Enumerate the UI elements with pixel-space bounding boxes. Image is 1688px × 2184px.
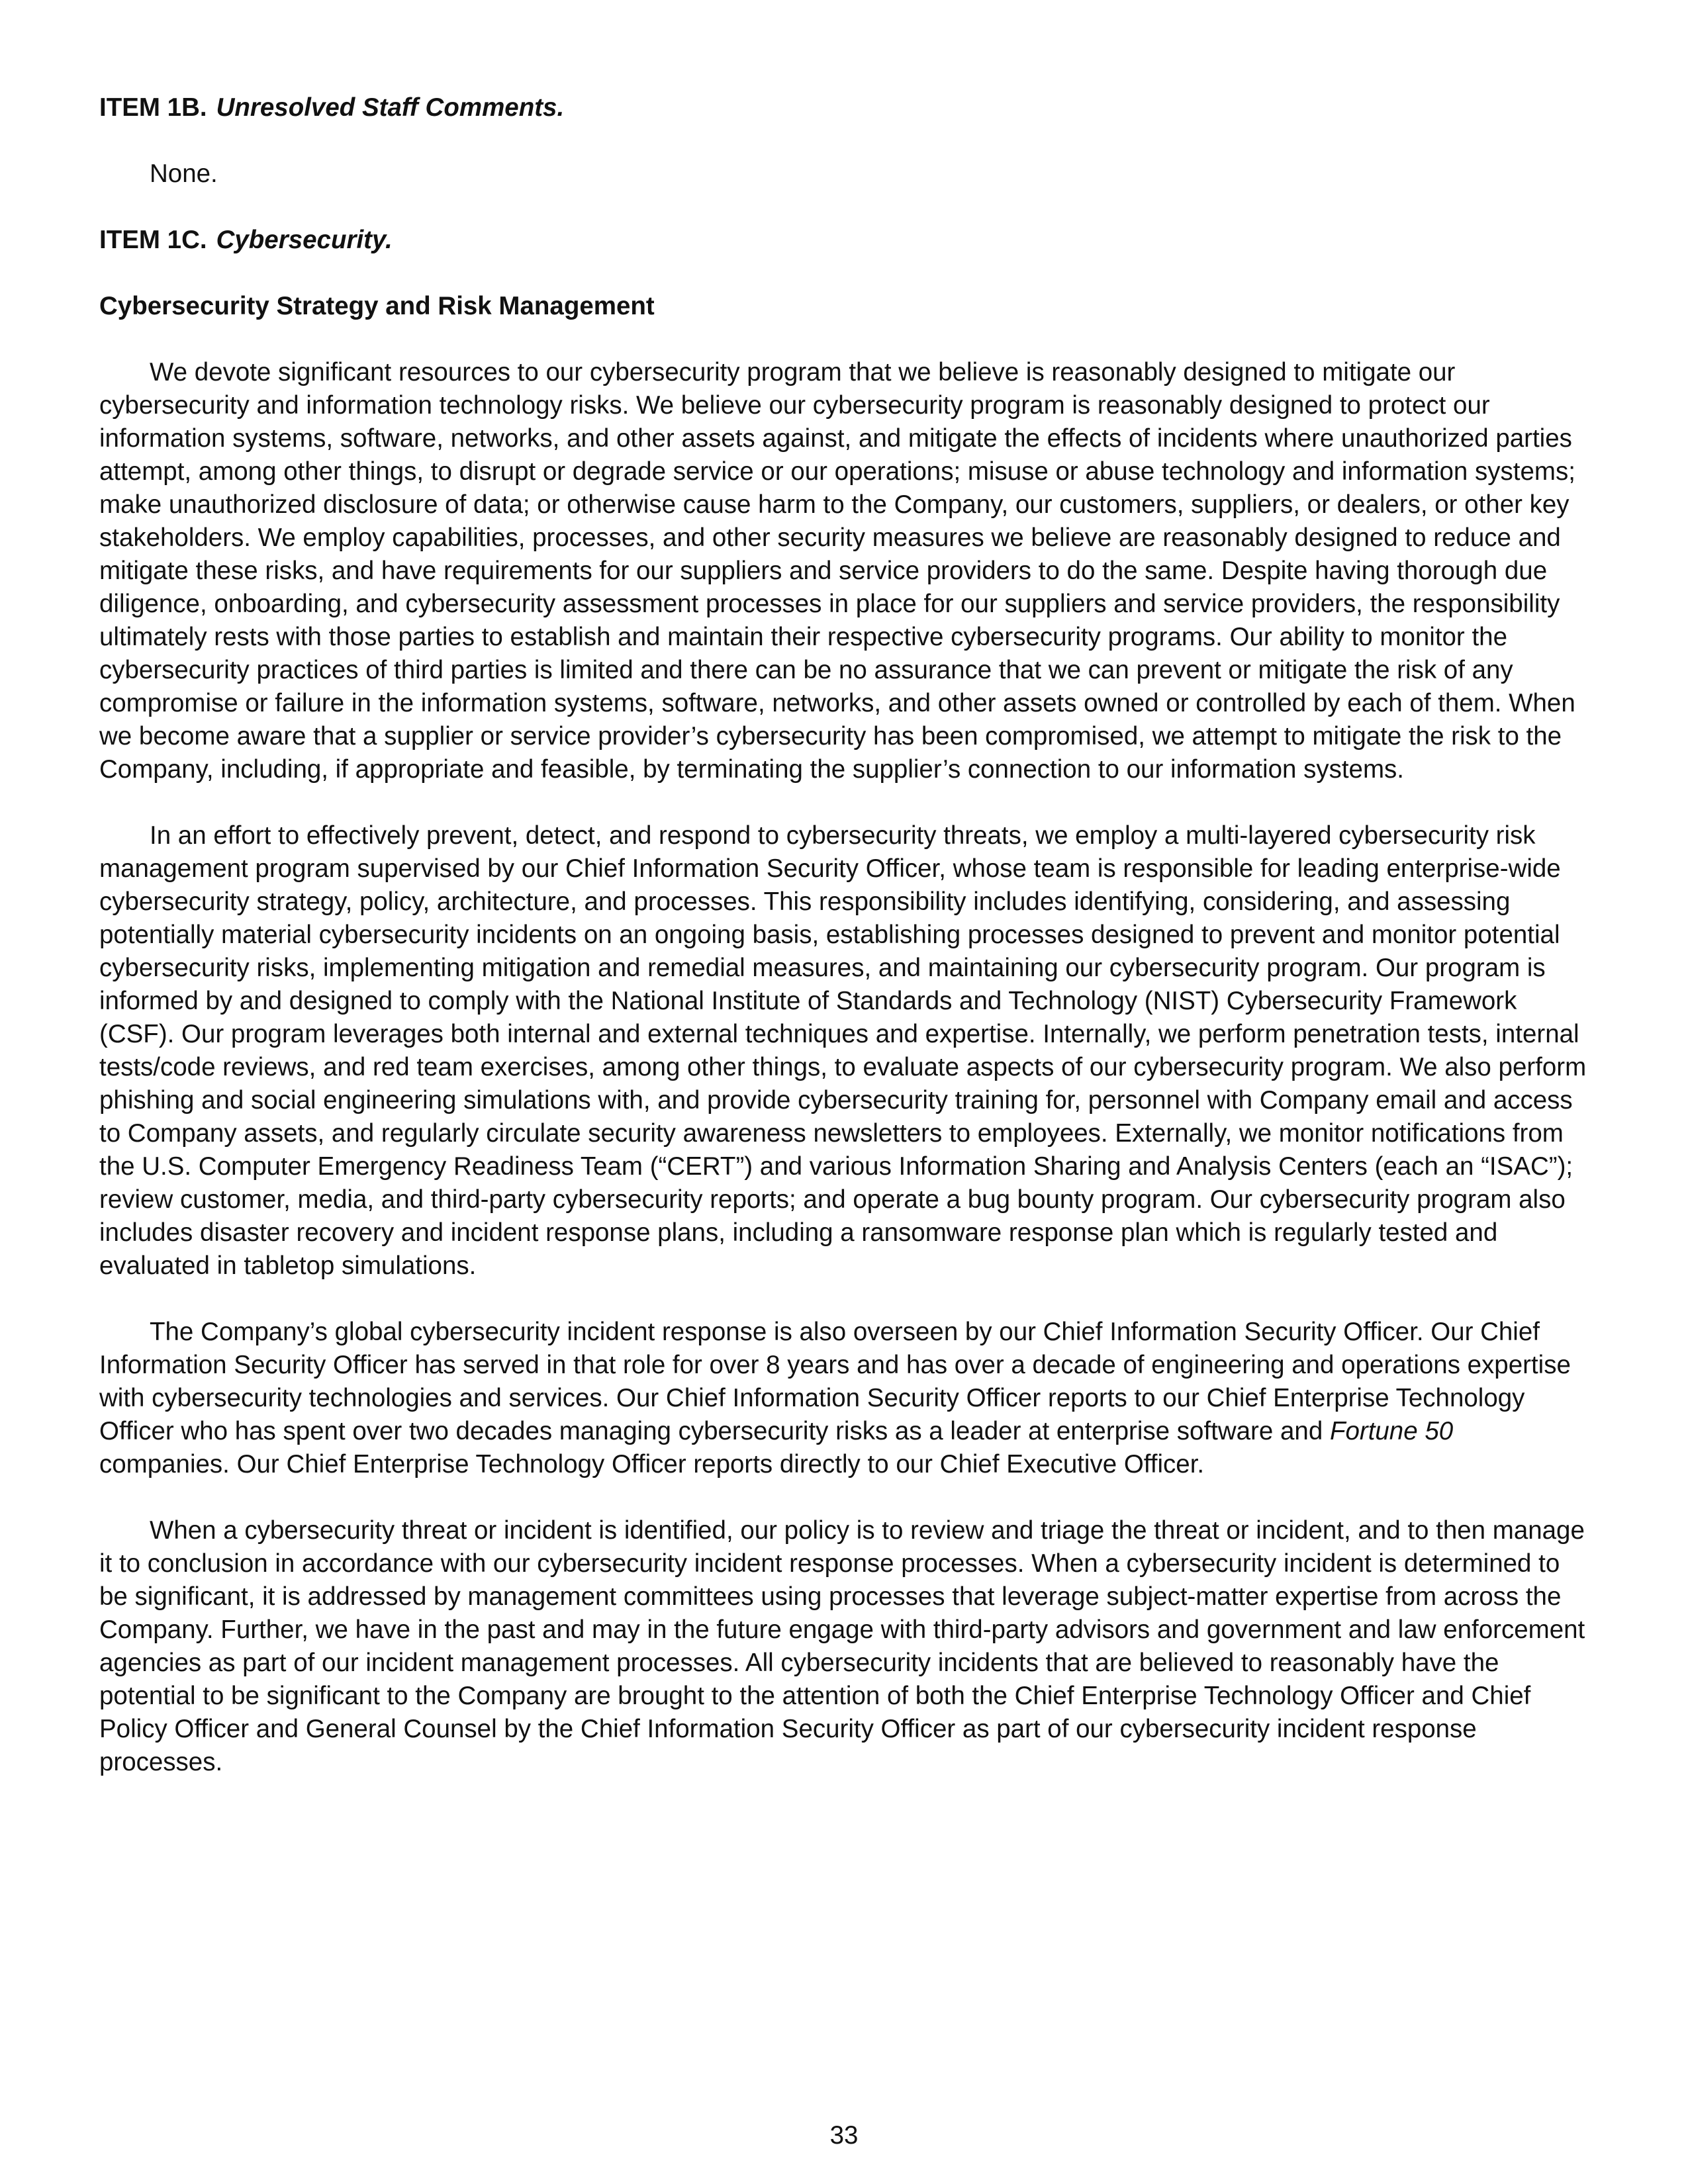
item-1b-number: ITEM 1B.	[99, 93, 207, 122]
item-1b-heading	[99, 91, 1589, 124]
paragraph-3-text-start: The Company’s global cybersecurity incident response is also overseen by our Chief Information Security Officer. Our Chief Information Security Officer has served in that role for over 8 years and has over a decade of engineering and operations expertise with cybersecurity technologies and services. Our Chief Information Security Officer reports to our Chief Enterprise Technology Officer who has spent over two decades managing cybersecurity risks as a leader at enterprise software and	[99, 1318, 1571, 1445]
document-page	[99, 91, 1589, 1779]
page-number: 33	[829, 2121, 859, 2150]
item-1b-title: Unresolved Staff Comments.	[216, 93, 565, 122]
fortune-50-italic: Fortune 50	[1329, 1417, 1454, 1445]
item-1c-title: Cybersecurity.	[216, 226, 393, 254]
paragraph-4: When a cybersecurity threat or incident is identified, our policy is to review and triage the threat or incident, and to then manage it to conclusion in accordance with our cybersecurity incident response processes. When a cybersecurity incident is determined to be significant, it is addressed by management committees using processes that leverage subject-matter expertise from across the Company. Further, we have in the past and may in the future engage with third-party advisors and government and law enforcement agencies as part of our incident management processes. All cybersecurity incidents that are believed to reasonably have the potential to be significant to the Company are brought to the attention of both the Chief Enterprise Technology Officer and Chief Policy Officer and General Counsel by the Chief Information Security Officer as part of our cybersecurity incident response processes.	[99, 1516, 1585, 1776]
item-1c-number: ITEM 1C.	[99, 226, 207, 254]
paragraph-3	[99, 1316, 1589, 1481]
paragraph-3-text-end: companies. Our Chief Enterprise Technology Officer reports directly to our Chief Executive Officer.	[99, 1450, 1205, 1479]
item-1c-heading	[99, 224, 1589, 257]
paragraph-1: We devote significant resources to our cybersecurity program that we believe is reasonably designed to mitigate our cybersecurity and information technology risks. We believe our cybersecurity program is reasonably designed to protect our information systems, software, networks, and other assets against, and mitigate the effects of incidents where unauthorized parties attempt, among other things, to disrupt or degrade service or our operations; misuse or abuse technology and information systems; make unauthorized disclosure of data; or otherwise cause harm to the Company, our customers, suppliers, or dealers, or other key stakeholders. We employ capabilities, processes, and other security measures we believe are reasonably designed to reduce and mitigate these risks, and have requirements for our suppliers and service providers to do the same. Despite having thorough due diligence, onboarding, and cybersecurity assessment processes in place for our suppliers and service providers, the responsibility ultimately rests with those parties to establish and maintain their respective cybersecurity programs. Our ability to monitor the cybersecurity practices of third parties is limited and there can be no assurance that we can prevent or mitigate the risk of any compromise or failure in the information systems, software, networks, and other assets owned or controlled by each of them. When we become aware that a supplier or service provider’s cybersecurity has been compromised, we attempt to mitigate the risk to the Company, including, if appropriate and feasible, by terminating the supplier’s connection to our information systems.	[99, 358, 1575, 784]
item-1b-body: None.	[150, 159, 218, 188]
paragraph-2: In an effort to effectively prevent, detect, and respond to cybersecurity threats, we employ a multi-layered cybersecurity risk management program supervised by our Chief Information Security Officer, whose team is responsible for leading enterprise-wide cybersecurity strategy, policy, architecture, and processes. This responsibility includes identifying, considering, and assessing potentially material cybersecurity incidents on an ongoing basis, establishing processes designed to prevent and monitor potential cybersecurity risks, implementing mitigation and remedial measures, and maintaining our cybersecurity program. Our program is informed by and designed to comply with the National Institute of Standards and Technology (NIST) Cybersecurity Framework (CSF). Our program leverages both internal and external techniques and expertise. Internally, we perform penetration tests, internal tests/code reviews, and red team exercises, among other things, to evaluate aspects of our cybersecurity program. We also perform phishing and social engineering simulations with, and provide cybersecurity training for, personnel with Company email and access to Company assets, and regularly circulate security awareness newsletters to employees. Externally, we monitor notifications from the U.S. Computer Emergency Readiness Team (“CERT”) and various Information Sharing and Analysis Centers (each an “ISAC”); review customer, media, and third-party cybersecurity reports; and operate a bug bounty program. Our cybersecurity program also includes disaster recovery and incident response plans, including a ransomware response plan which is regularly tested and evaluated in tabletop simulations.	[99, 821, 1587, 1280]
section-heading: Cybersecurity Strategy and Risk Management	[99, 292, 655, 320]
